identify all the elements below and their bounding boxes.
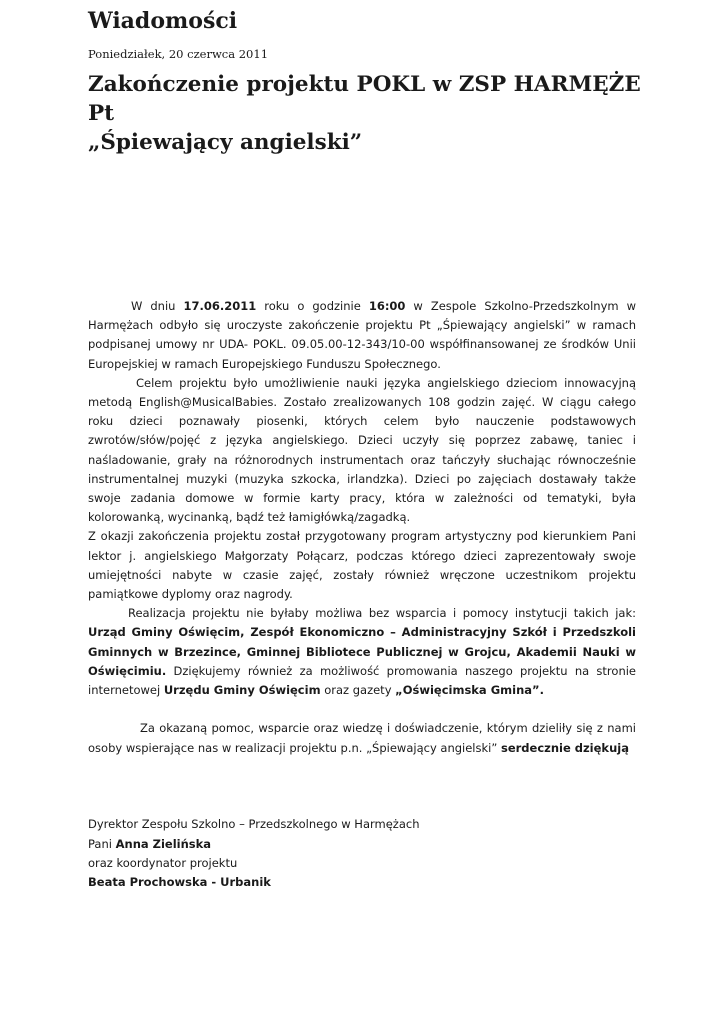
paragraph-goal: Celem projektu było umożliwienie nauki języka angielskiego dzieciom innowacyjną metodą English@MusicalBabies. Zostało zrealizowanych 108 godzin zajęć. W ciągu całego roku dzieci poznawały piosenki, których celem było nauczenie podstawowych zwrotów/słów/pojęć z języka angielskiego. Dzieci uczyły się poprzez zabawę, taniec i naśladowanie, grały na różnorodnych instrumentach oraz tańczyły słuchając równocześnie instrumentalnej muzyki (muzyka szkocka, irlandzka). Dzieci po zajęciach dostawały także swoje zadania domowe w formie karty pracy, która w zależności od tematyki, była kolorowanką, wycinanką, bądź też łamigłówką/zagadką. — [88, 375, 636, 525]
paragraph-intro — [88, 297, 636, 374]
thanks-phrase: serdecznie dziękują — [500, 740, 629, 755]
spacer — [88, 758, 636, 816]
newspaper-name: „Oświęcimska Gmina”. — [395, 683, 544, 698]
director-name: Anna Zielińska — [115, 836, 212, 851]
support-text-b: Dziękujemy również za możliwość promowania naszego projektu na stronie internetowej — [88, 663, 636, 698]
section-title: Wiadomości — [88, 8, 238, 34]
signature-director — [88, 835, 636, 854]
intro-text-a: W dniu — [131, 299, 184, 313]
article-title — [88, 70, 658, 157]
article-body — [88, 297, 636, 892]
post-date: Poniedziałek, 20 czerwca 2011 — [88, 47, 269, 61]
signature-coordinator-role: oraz koordynator projektu — [88, 855, 238, 870]
event-time: 16:00 — [368, 299, 406, 313]
event-date: 17.06.2011 — [183, 299, 257, 313]
coordinator-name: Beata Prochowska - Urbanik — [88, 875, 271, 890]
intro-text-b: roku o godzinie — [256, 299, 369, 313]
article-title-line1: Zakończenie projektu POKL w ZSP HARMĘŻE Pt — [88, 72, 641, 126]
paragraph-program: Z okazji zakończenia projektu został przygotowany program artystyczny pod kierunkiem Pani lektor j. angielskiego Małgorzaty Połącarz, podczas którego dzieci zaprezentowały swoje umiejętności nabyte w czasie zajęć, zostały również wręczone uczestnikom projektu pamiątkowe dyplomy oraz nagrody. — [88, 529, 636, 602]
intro-text-c: w Zespole Szkolno-Przedszkolnym w Harmężach odbyło się uroczyste zakończenie projektu Pt „Śpiewający angielski” w ramach podpisanej umowy nr UDA- POKL. 09.05.00-12-343/10-00 współfinansowanej ze środków Unii Europejskiej w ramach Europejskiego Funduszu Społecznego. — [88, 299, 636, 371]
paragraph-support — [88, 604, 636, 700]
website-owner: Urzędu Gminy Oświęcim — [163, 683, 321, 698]
spacer — [88, 700, 636, 719]
thanks-text: Za okazaną pomoc, wsparcie oraz wiedzę i doświadczenie, którym dzieliły się z nami osoby wspierające nas w realizacji projektu p.n. „Śpiewający angielski” — [88, 721, 636, 755]
support-text-a: Realizacja projektu nie byłaby możliwa bez wsparcia i pomocy instytucji takich jak: — [128, 606, 636, 621]
director-prefix: Pani — [88, 836, 116, 851]
signature-coordinator — [88, 873, 636, 892]
paragraph-thanks — [88, 719, 636, 757]
article-title-line2: „Śpiewający angielski” — [88, 130, 363, 155]
signature-role: Dyrektor Zespołu Szkolno – Przedszkolnego w Harmężach — [88, 817, 420, 832]
supporting-institutions: Urząd Gminy Oświęcim, Zespół Ekonomiczno – Administracyjny Szkół i Przedszkoli Gminnych w Brzezince, Gminnej Bibliotece Publicznej w Grojcu, Akademii Nauki w Oświęcimiu. — [88, 625, 636, 678]
support-text-c: oraz gazety — [320, 683, 396, 698]
